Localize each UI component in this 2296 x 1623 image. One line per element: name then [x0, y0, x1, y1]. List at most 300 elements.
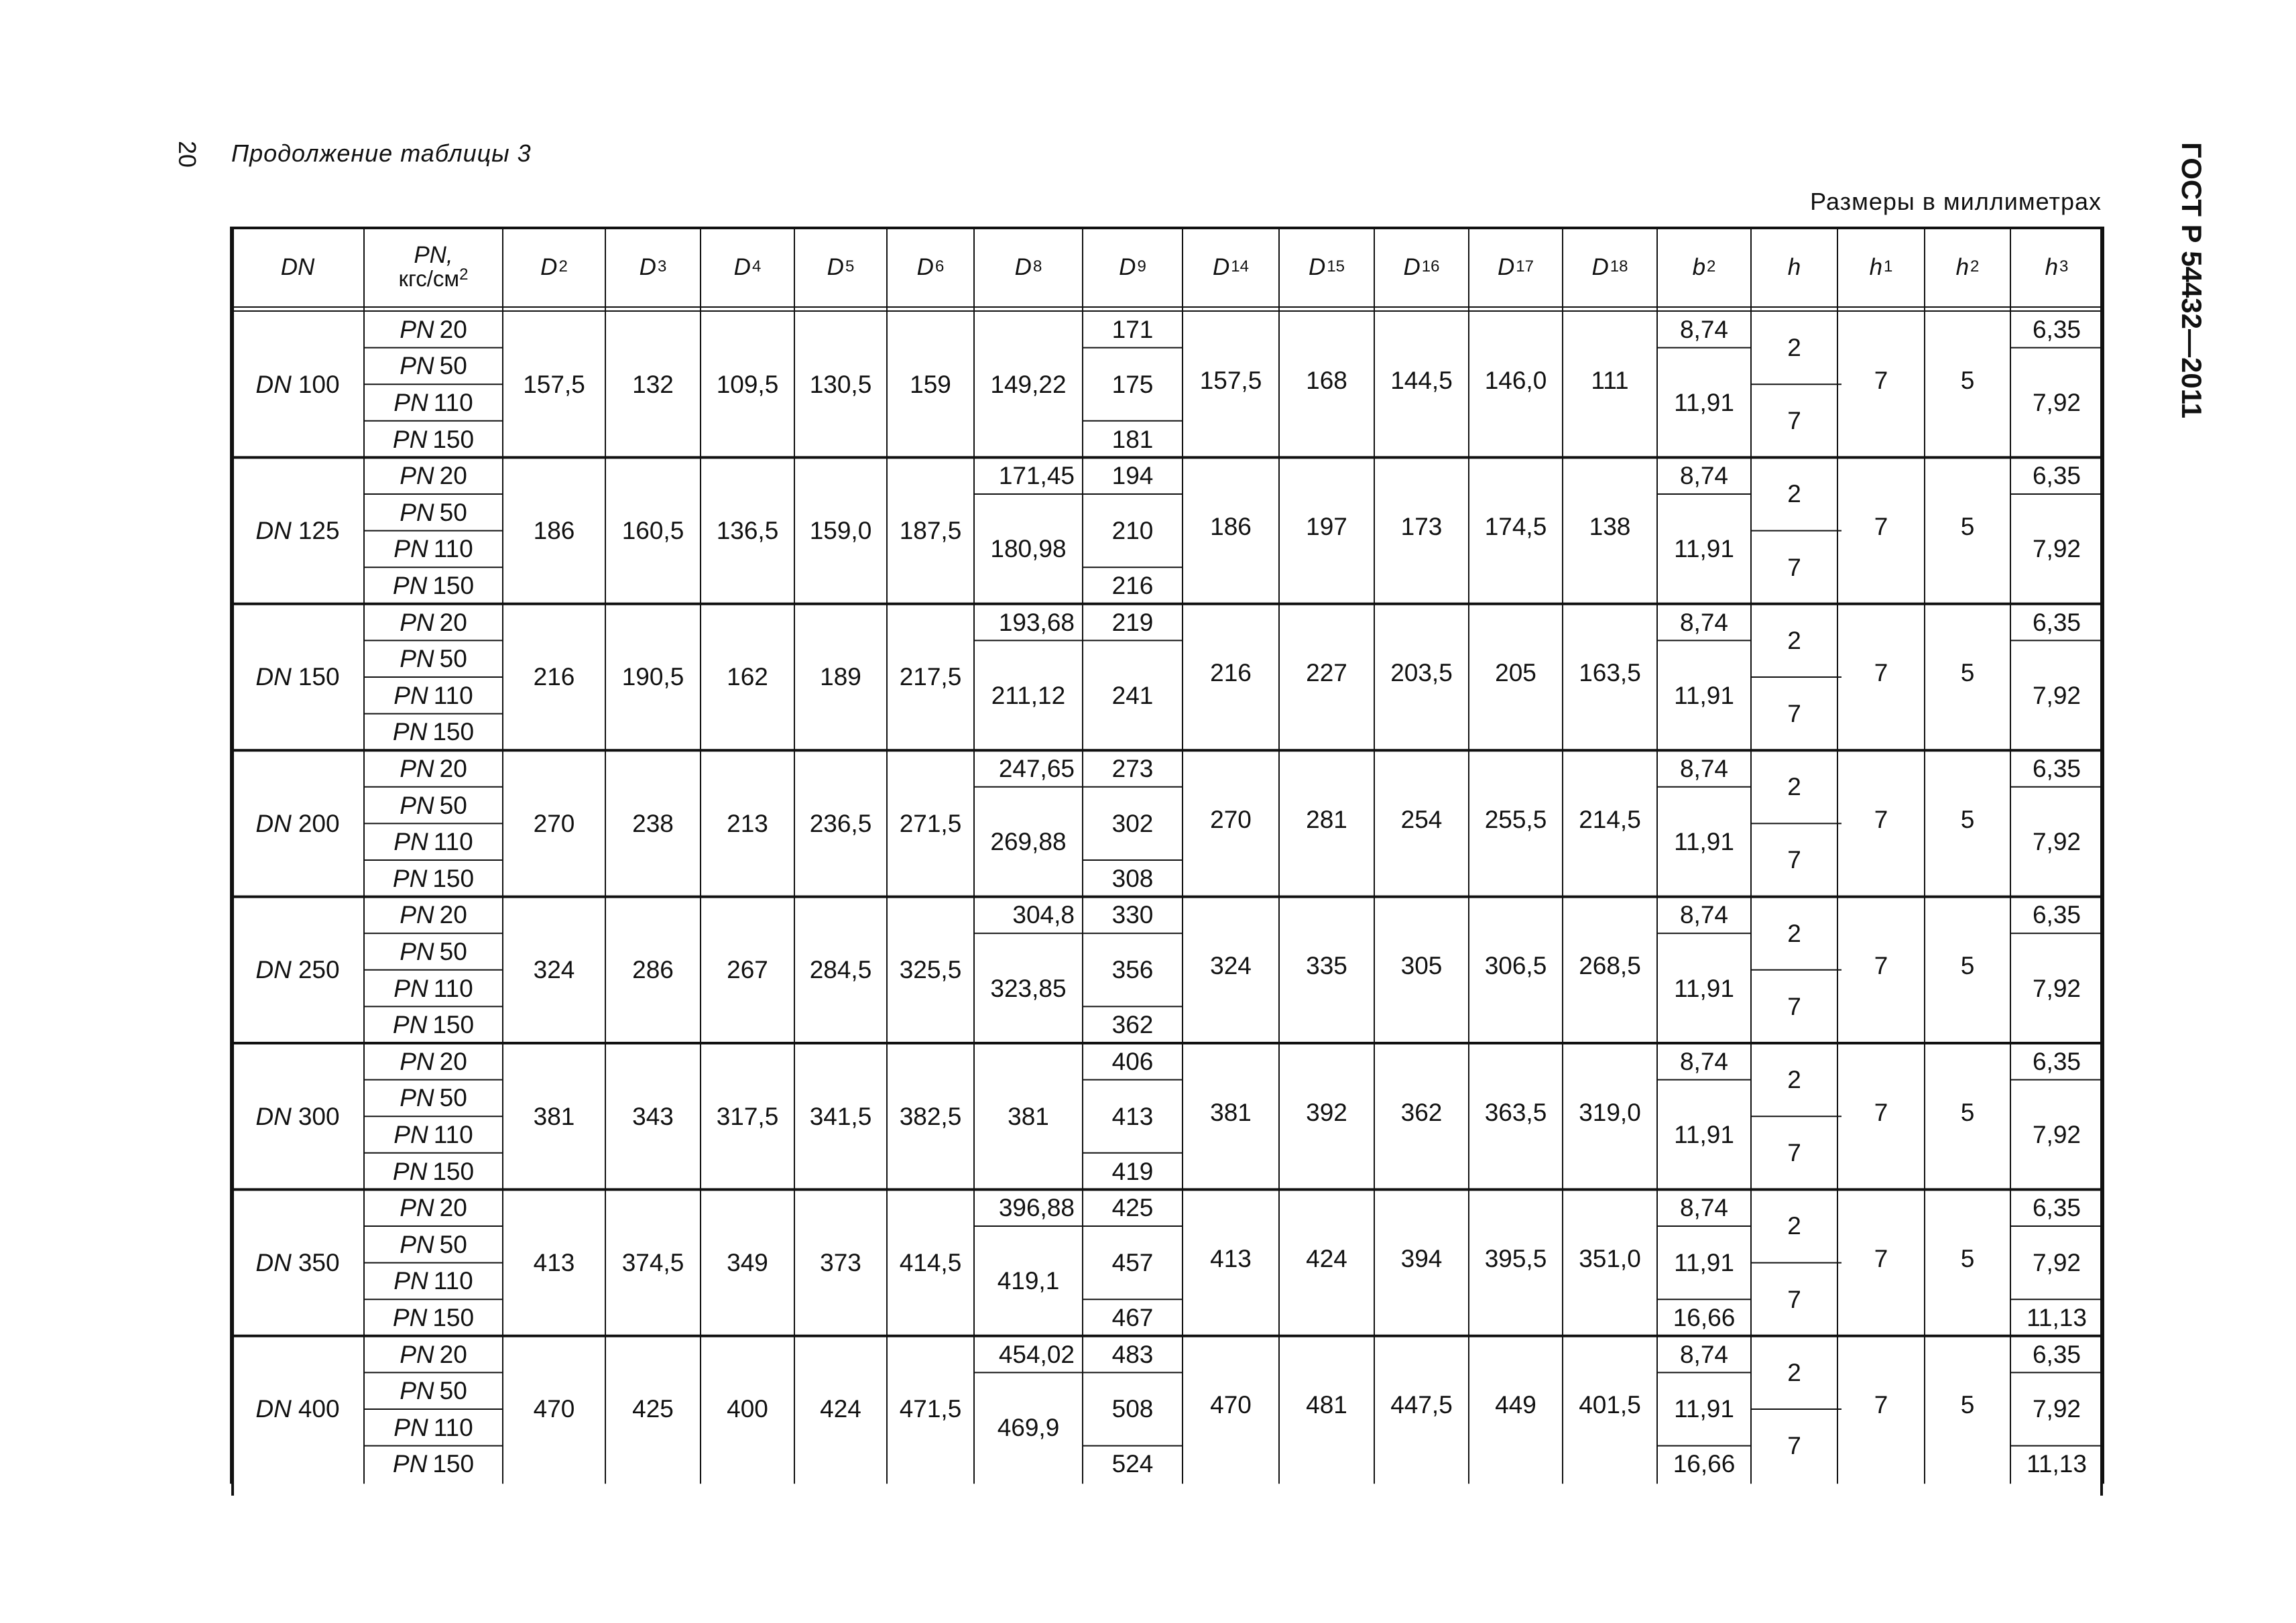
b2-cell: 11,91	[1674, 388, 1734, 416]
d17-cell: 146,0	[1484, 366, 1547, 394]
header-subscript: 9	[1137, 257, 1146, 276]
pn-value: 20	[439, 901, 467, 929]
header-subscript: 8	[1032, 257, 1042, 276]
pn-value: 110	[433, 388, 473, 416]
h1-cell: 7	[1874, 659, 1888, 687]
d9-cell: 181	[1111, 425, 1154, 453]
d9-cell: 406	[1111, 1047, 1154, 1075]
d9-cell: 413	[1111, 1102, 1154, 1130]
pn-prefix: PN	[400, 791, 434, 819]
d18-cell: 351,0	[1579, 1245, 1641, 1273]
h2-cell: 5	[1960, 1391, 1975, 1419]
d9-cell: 302	[1111, 809, 1154, 837]
header-cell	[503, 227, 605, 307]
h3-cell: 7,92	[2032, 388, 2081, 416]
header-label: D	[1014, 253, 1032, 280]
header-label: D	[1591, 253, 1609, 280]
pn-prefix: PN	[400, 901, 434, 929]
pn-cell	[364, 860, 503, 897]
d5-cell: 373	[820, 1249, 861, 1277]
h3-cell: 6,35	[2032, 1194, 2081, 1222]
pn-cell	[364, 384, 503, 421]
h-cell: 7	[1787, 1285, 1801, 1313]
dn-value: 300	[298, 1102, 340, 1130]
table-continuation-title: Продолжение таблицы 3	[231, 139, 532, 167]
d8-cell: 304,8	[1012, 901, 1075, 929]
header-cell	[887, 227, 974, 307]
pn-prefix: PN	[394, 535, 428, 563]
pn-cell	[364, 1299, 503, 1336]
pn-prefix: PN	[400, 462, 434, 490]
pn-value: 50	[439, 645, 467, 673]
d9-cell: 457	[1111, 1249, 1154, 1277]
d15-cell: 481	[1306, 1391, 1347, 1419]
pn-value: 20	[439, 1340, 467, 1368]
h-cell: 2	[1787, 773, 1801, 801]
h2-cell: 5	[1960, 805, 1975, 833]
header-label: PN,	[414, 242, 453, 268]
d3-cell: 425	[632, 1395, 674, 1423]
pn-cell	[364, 1263, 503, 1300]
d17-cell: 306,5	[1484, 952, 1547, 980]
pn-prefix: PN	[400, 754, 434, 782]
d16-cell: 394	[1400, 1245, 1443, 1273]
pn-cell	[364, 1153, 503, 1190]
pn-cell	[364, 1116, 503, 1153]
dn-value: 400	[298, 1395, 340, 1423]
pn-prefix: PN	[392, 1157, 428, 1185]
d17-cell: 363,5	[1484, 1098, 1547, 1126]
d15-cell: 281	[1306, 805, 1347, 833]
d16-cell: 254	[1400, 805, 1443, 833]
d9-cell: 330	[1111, 901, 1154, 929]
pn-prefix: PN	[392, 718, 428, 746]
pn-cell	[364, 1043, 503, 1080]
pn-value: 150	[432, 864, 475, 892]
d6-cell: 217,5	[899, 663, 962, 691]
dn-cell	[231, 897, 364, 1043]
h3-cell: 6,35	[2032, 754, 2081, 782]
d2-cell: 381	[533, 1102, 575, 1130]
pn-prefix: PN	[400, 645, 434, 673]
dn-value: 250	[298, 956, 340, 984]
header-subscript: 4	[751, 257, 762, 276]
d18-cell: 319,0	[1579, 1098, 1641, 1126]
d15-cell: 197	[1306, 513, 1347, 541]
d8-cell: 419,1	[997, 1267, 1060, 1295]
d16-cell: 203,5	[1390, 659, 1453, 687]
d5-cell: 236,5	[809, 809, 872, 837]
dn-value: 125	[298, 517, 340, 545]
pn-cell	[364, 1080, 503, 1117]
header-cell	[1657, 227, 1751, 307]
h-cell: 2	[1787, 480, 1801, 508]
d17-cell: 174,5	[1484, 513, 1547, 541]
b2-cell: 11,91	[1674, 1120, 1734, 1148]
h-cell: 7	[1787, 846, 1801, 874]
d4-cell: 136,5	[716, 517, 779, 545]
pn-prefix: PN	[394, 828, 428, 856]
dn-prefix: DN	[255, 956, 292, 984]
header-subscript: 14	[1231, 257, 1249, 276]
pn-value: 150	[432, 571, 475, 599]
d9-cell: 219	[1111, 608, 1154, 636]
pn-prefix: PN	[394, 974, 428, 1002]
dn-prefix: DN	[255, 663, 292, 691]
h2-cell: 5	[1960, 952, 1975, 980]
units-note: Размеры в миллиметрах	[1810, 188, 2102, 215]
pn-prefix: PN	[394, 1120, 428, 1148]
pn-prefix: PN	[392, 1303, 428, 1331]
d4-cell: 213	[727, 809, 768, 837]
b2-cell: 11,91	[1674, 1249, 1734, 1277]
header-cell	[605, 227, 701, 307]
header-cell	[1751, 227, 1837, 307]
pn-value: 50	[439, 937, 467, 965]
h-cell: 2	[1787, 334, 1801, 362]
d17-cell: 255,5	[1484, 805, 1547, 833]
dn-cell	[231, 604, 364, 750]
pn-prefix: PN	[394, 681, 428, 709]
d6-cell: 187,5	[899, 517, 962, 545]
d9-cell: 356	[1111, 956, 1154, 984]
pn-value: 50	[439, 1084, 467, 1112]
h1-cell: 7	[1874, 513, 1888, 541]
pn-prefix: PN	[400, 315, 434, 343]
document-code: ГОСТ Р 54432—2011	[2176, 142, 2208, 419]
pn-cell	[364, 677, 503, 714]
header-label: h	[1955, 253, 1970, 280]
dn-cell	[231, 457, 364, 603]
h-cell: 2	[1787, 1358, 1801, 1386]
h3-cell: 6,35	[2032, 608, 2081, 636]
pn-value: 110	[433, 1413, 473, 1441]
d2-cell: 186	[533, 517, 575, 545]
d17-cell: 205	[1495, 659, 1536, 687]
header-cell	[1925, 227, 2010, 307]
h3-cell: 6,35	[2032, 1340, 2081, 1368]
pn-prefix: PN	[400, 1340, 434, 1368]
pn-cell	[364, 1409, 503, 1446]
h1-cell: 7	[1874, 952, 1888, 980]
d5-cell: 341,5	[809, 1102, 872, 1130]
pn-prefix: PN	[400, 498, 434, 526]
h-cell: 7	[1787, 1139, 1801, 1167]
pn-value: 110	[433, 535, 473, 563]
pn-value: 50	[439, 791, 467, 819]
d16-cell: 362	[1400, 1098, 1443, 1126]
h3-cell: 6,35	[2032, 462, 2081, 490]
pn-value: 150	[432, 1157, 475, 1185]
d18-cell: 163,5	[1579, 659, 1641, 687]
d9-cell: 362	[1111, 1011, 1154, 1039]
dn-cell	[231, 1336, 364, 1482]
d6-cell: 159	[910, 370, 951, 398]
d9-cell: 175	[1111, 370, 1154, 398]
h-cell: 7	[1787, 1432, 1801, 1460]
b2-cell: 11,91	[1674, 681, 1734, 709]
pn-value: 150	[432, 718, 475, 746]
d8-cell: 323,85	[990, 974, 1067, 1002]
header-subscript: 2	[1970, 257, 1980, 276]
h3-cell: 6,35	[2032, 901, 2081, 929]
d14-cell: 157,5	[1199, 366, 1262, 394]
d3-cell: 160,5	[621, 517, 684, 545]
b2-cell: 8,74	[1679, 1194, 1728, 1222]
header-label: D	[1213, 253, 1230, 280]
header-subscript: 17	[1516, 257, 1534, 276]
d2-cell: 324	[533, 956, 575, 984]
page-number: 20	[174, 141, 201, 168]
pn-prefix: PN	[392, 425, 428, 453]
pn-prefix: PN	[400, 1194, 434, 1222]
h3-cell: 7,92	[2032, 1395, 2081, 1423]
header-label: D	[1403, 253, 1421, 280]
d5-cell: 130,5	[809, 370, 872, 398]
b2-cell: 11,91	[1674, 535, 1734, 563]
d8-cell: 454,02	[998, 1340, 1075, 1368]
dn-cell	[231, 311, 364, 457]
h-cell: 2	[1787, 626, 1801, 654]
dn-prefix: DN	[255, 1249, 292, 1277]
d4-cell: 162	[727, 663, 768, 691]
h1-cell: 7	[1874, 805, 1888, 833]
dn-cell	[231, 750, 364, 896]
header-cell	[974, 227, 1083, 307]
b2-cell: 8,74	[1679, 462, 1728, 490]
d17-cell: 395,5	[1484, 1245, 1547, 1273]
header-subscript: 6	[934, 257, 945, 276]
pn-prefix: PN	[400, 1377, 434, 1405]
pn-value: 20	[439, 315, 467, 343]
h3-cell: 7,92	[2032, 828, 2081, 856]
d3-cell: 190,5	[621, 663, 684, 691]
d2-cell: 157,5	[523, 370, 585, 398]
dn-prefix: DN	[255, 809, 292, 837]
h3-cell: 7,92	[2032, 1120, 2081, 1148]
d8-cell: 469,9	[997, 1413, 1060, 1441]
header-subscript: 16	[1421, 257, 1440, 276]
d3-cell: 343	[632, 1102, 674, 1130]
pn-prefix: PN	[400, 352, 434, 380]
d8-cell: 269,88	[990, 828, 1067, 856]
d18-cell: 214,5	[1579, 805, 1641, 833]
pn-value: 20	[439, 608, 467, 636]
pn-prefix: PN	[394, 1413, 428, 1441]
pn-cell	[364, 567, 503, 604]
pn-value: 110	[433, 681, 473, 709]
h-cell: 7	[1787, 700, 1801, 728]
d3-cell: 238	[632, 809, 674, 837]
header-cell	[364, 227, 503, 307]
h3-cell: 6,35	[2032, 315, 2081, 343]
d18-cell: 401,5	[1579, 1391, 1641, 1419]
h2-cell: 5	[1960, 659, 1975, 687]
header-label: D	[1498, 253, 1515, 280]
header-label: D	[540, 253, 558, 280]
header-subscript: 3	[2059, 257, 2069, 276]
header-subscript: 5	[845, 257, 855, 276]
pn-prefix: PN	[394, 1267, 428, 1295]
h-cell: 2	[1787, 1066, 1801, 1094]
header-unit: кгс/см	[398, 266, 460, 291]
d8-cell: 149,22	[990, 370, 1067, 398]
d14-cell: 324	[1210, 952, 1252, 980]
d14-cell: 216	[1210, 659, 1252, 687]
d9-cell: 308	[1111, 864, 1154, 892]
d16-cell: 144,5	[1390, 366, 1453, 394]
d16-cell: 447,5	[1390, 1391, 1453, 1419]
b2-cell: 8,74	[1679, 1047, 1728, 1075]
pn-cell	[364, 823, 503, 860]
pn-prefix: PN	[400, 1230, 434, 1258]
d3-cell: 286	[632, 956, 674, 984]
header-label: D	[639, 253, 656, 280]
header-label: DN	[280, 253, 315, 280]
d6-cell: 382,5	[899, 1102, 962, 1130]
pn-cell	[364, 494, 503, 531]
d8-cell: 247,65	[998, 754, 1075, 782]
d9-cell: 467	[1111, 1303, 1154, 1331]
d15-cell: 392	[1306, 1098, 1347, 1126]
header-cell	[794, 227, 887, 307]
b2-cell: 8,74	[1679, 754, 1728, 782]
h3-cell: 7,92	[2032, 974, 2081, 1002]
d9-cell: 524	[1111, 1450, 1154, 1478]
pn-value: 150	[432, 425, 475, 453]
dn-value: 150	[298, 663, 340, 691]
h2-cell: 5	[1960, 366, 1975, 394]
d18-cell: 111	[1591, 366, 1629, 394]
d8-cell: 211,12	[991, 681, 1066, 709]
d4-cell: 317,5	[716, 1102, 779, 1130]
dn-cell	[231, 1189, 364, 1335]
d14-cell: 270	[1210, 805, 1252, 833]
d18-cell: 268,5	[1579, 952, 1641, 980]
d15-cell: 227	[1306, 659, 1347, 687]
header-subscript: 2	[558, 257, 568, 276]
pn-value: 110	[433, 828, 473, 856]
pn-value: 20	[439, 1047, 467, 1075]
header-subscript: 18	[1610, 257, 1628, 276]
d2-cell: 216	[533, 663, 575, 691]
pn-cell	[364, 1189, 503, 1226]
header-subscript: 3	[657, 257, 667, 276]
d15-cell: 335	[1306, 952, 1347, 980]
header-label: D	[827, 253, 844, 280]
h1-cell: 7	[1874, 1098, 1888, 1126]
d4-cell: 400	[727, 1395, 768, 1423]
header-label: h	[2045, 253, 2059, 280]
d3-cell: 132	[632, 370, 674, 398]
pn-prefix: PN	[394, 388, 428, 416]
d5-cell: 159,0	[809, 517, 872, 545]
d14-cell: 186	[1210, 513, 1252, 541]
pn-cell	[364, 1446, 503, 1483]
pn-value: 20	[439, 462, 467, 490]
d4-cell: 349	[727, 1249, 768, 1277]
h-cell: 7	[1787, 992, 1801, 1020]
pn-cell	[364, 970, 503, 1007]
pn-value: 50	[439, 1230, 467, 1258]
pn-value: 110	[433, 974, 473, 1002]
header-cell	[1279, 227, 1374, 307]
d2-cell: 270	[533, 809, 575, 837]
dn-prefix: DN	[255, 370, 292, 398]
b2-cell: 11,91	[1674, 828, 1734, 856]
h2-cell: 5	[1960, 1098, 1975, 1126]
header-cell	[2010, 227, 2103, 307]
pn-cell	[364, 604, 503, 641]
d6-cell: 271,5	[899, 809, 962, 837]
d14-cell: 470	[1210, 1391, 1252, 1419]
d6-cell: 325,5	[899, 956, 962, 984]
pn-cell	[364, 348, 503, 385]
d9-cell: 483	[1111, 1340, 1154, 1368]
h3-cell: 11,13	[2027, 1450, 2087, 1478]
d5-cell: 284,5	[809, 956, 872, 984]
b2-cell: 16,66	[1673, 1303, 1736, 1331]
h2-cell: 5	[1960, 1245, 1975, 1273]
d9-cell: 194	[1111, 462, 1154, 490]
header-cell	[1563, 227, 1657, 307]
header-cell	[1374, 227, 1469, 307]
d2-cell: 413	[533, 1249, 575, 1277]
pn-cell	[364, 531, 503, 568]
pn-cell	[364, 1006, 503, 1043]
d16-cell: 305	[1400, 952, 1443, 980]
pn-value: 50	[439, 352, 467, 380]
d15-cell: 168	[1306, 366, 1347, 394]
pn-cell	[364, 787, 503, 824]
d5-cell: 424	[820, 1395, 861, 1423]
dn-value: 200	[298, 809, 340, 837]
d9-cell: 273	[1111, 754, 1154, 782]
d4-cell: 267	[727, 956, 768, 984]
header-label: D	[1119, 253, 1136, 280]
header-label: D	[1309, 253, 1326, 280]
h1-cell: 7	[1874, 1391, 1888, 1419]
h-cell: 2	[1787, 919, 1801, 947]
header-cell	[1183, 227, 1279, 307]
h3-cell: 7,92	[2032, 1249, 2081, 1277]
d4-cell: 109,5	[716, 370, 779, 398]
pn-prefix: PN	[392, 864, 428, 892]
pn-value: 110	[433, 1267, 473, 1295]
d14-cell: 381	[1210, 1098, 1252, 1126]
d8-cell: 180,98	[990, 535, 1067, 563]
d6-cell: 414,5	[899, 1249, 962, 1277]
d18-cell: 138	[1589, 513, 1631, 541]
dn-prefix: DN	[255, 1102, 292, 1130]
header-unit-power: 2	[459, 265, 469, 284]
pn-prefix: PN	[400, 608, 434, 636]
header-cell	[1083, 227, 1183, 307]
d6-cell: 471,5	[899, 1395, 962, 1423]
dn-prefix: DN	[255, 517, 292, 545]
header-label: h	[1869, 253, 1883, 280]
h-cell: 2	[1787, 1212, 1801, 1240]
d16-cell: 173	[1400, 513, 1443, 541]
header-cell	[701, 227, 794, 307]
pn-prefix: PN	[392, 571, 428, 599]
header-cell	[1837, 227, 1925, 307]
d8-cell: 171,45	[998, 462, 1075, 490]
d9-cell: 508	[1111, 1395, 1154, 1423]
header-subscript: 2	[1707, 257, 1716, 276]
d9-cell: 419	[1111, 1157, 1154, 1185]
pn-cell	[364, 1372, 503, 1409]
